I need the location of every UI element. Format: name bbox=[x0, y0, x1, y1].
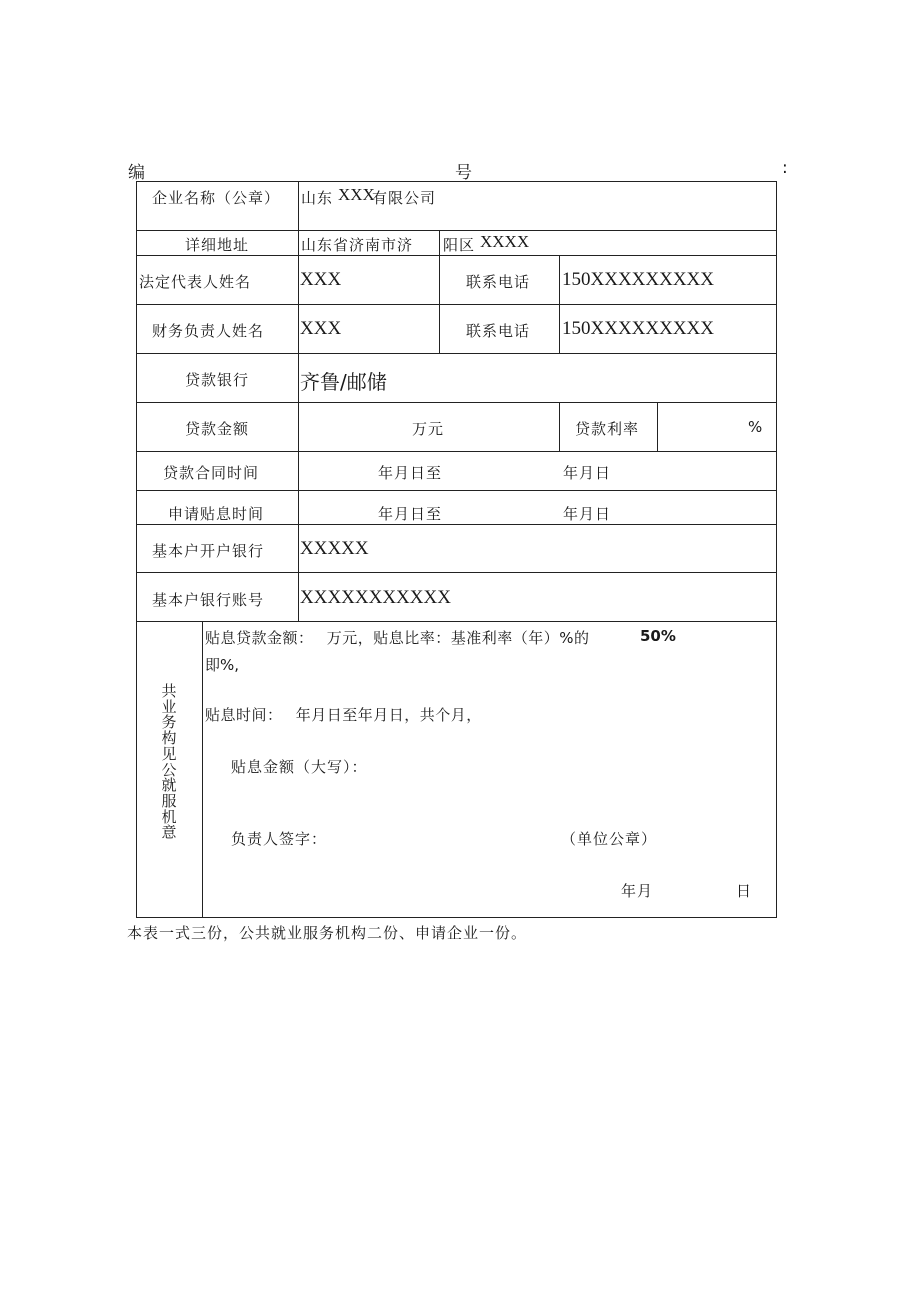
company-name-suffix: 有限公司 bbox=[372, 189, 437, 207]
loan-bank-label: 贷款银行 bbox=[185, 371, 250, 389]
row-divider bbox=[136, 402, 777, 403]
loan-rate-label: 贷款利率 bbox=[575, 420, 640, 438]
opinion-line-percent: 50% bbox=[640, 627, 676, 645]
address-part1: 山东省济南市济 bbox=[301, 236, 414, 254]
address-label: 详细地址 bbox=[185, 236, 250, 254]
col-divider bbox=[202, 621, 203, 918]
contract-time-label: 贷款合同时间 bbox=[163, 464, 260, 482]
opinion-date-ym: 年月 bbox=[621, 882, 654, 900]
row-divider bbox=[136, 490, 777, 491]
opinion-line-time: 贴息时间： 年月日至年月日，共个月， bbox=[205, 706, 482, 724]
row-divider bbox=[136, 304, 777, 305]
company-name-placeholder: XXX bbox=[338, 185, 375, 204]
row-divider bbox=[136, 524, 777, 525]
opinion-line-amount: 贴息贷款金额： 万元，贴息比率：基准利率（年）%的 bbox=[205, 629, 590, 647]
col-divider bbox=[657, 402, 658, 451]
contract-time-from: 年月日至 bbox=[378, 464, 443, 482]
opinion-signature-label: 负责人签字： bbox=[231, 830, 328, 848]
phone-value-2: 150XXXXXXXXX bbox=[562, 318, 714, 339]
phone-label-1: 联系电话 bbox=[466, 273, 531, 291]
subsidy-time-from: 年月日至 bbox=[378, 505, 443, 523]
phone-value-1: 150XXXXXXXXX bbox=[562, 269, 714, 290]
loan-rate-unit: % bbox=[748, 418, 764, 436]
contract-time-to: 年月日 bbox=[563, 464, 612, 482]
serial-label-bian: 编 bbox=[128, 163, 145, 183]
row-divider bbox=[136, 353, 777, 354]
legal-rep-label: 法定代表人姓名 bbox=[139, 273, 252, 291]
company-name-prefix: 山东 bbox=[301, 189, 334, 207]
basic-bank-value: XXXXX bbox=[300, 538, 369, 559]
basic-account-label: 基本户银行账号 bbox=[152, 591, 265, 609]
address-part2: 阳区 bbox=[443, 236, 476, 254]
row-divider bbox=[136, 255, 777, 256]
col-divider bbox=[559, 402, 560, 451]
col-divider bbox=[298, 181, 299, 621]
opinion-line-rate: 即%, bbox=[205, 656, 240, 674]
opinion-date-d: 日 bbox=[736, 882, 753, 900]
finance-head-label: 财务负责人姓名 bbox=[152, 322, 265, 340]
legal-rep-value: XXX bbox=[300, 269, 342, 290]
row-divider bbox=[136, 572, 777, 573]
col-divider bbox=[559, 255, 560, 353]
finance-head-value: XXX bbox=[300, 318, 342, 339]
address-placeholder: XXXX bbox=[480, 232, 530, 251]
subsidy-time-to: 年月日 bbox=[563, 505, 612, 523]
opinion-line-amount-words: 贴息金额（大写）： bbox=[231, 758, 368, 776]
basic-account-value: XXXXXXXXXXX bbox=[300, 587, 451, 608]
col-divider bbox=[439, 230, 440, 353]
loan-bank-value: 齐鲁/邮储 bbox=[300, 370, 387, 394]
row-divider bbox=[136, 230, 777, 231]
footer-note: 本表一式三份，公共就业服务机构二份、申请企业一份。 bbox=[127, 924, 528, 942]
loan-amount-unit: 万元 bbox=[412, 420, 445, 438]
opinion-seal-label: （单位公章） bbox=[561, 830, 658, 848]
opinion-side-label: 共业务构见公就服机意 bbox=[161, 682, 177, 842]
row-divider bbox=[136, 451, 777, 452]
loan-amount-label: 贷款金额 bbox=[185, 420, 250, 438]
basic-bank-label: 基本户开户银行 bbox=[152, 542, 265, 560]
row-divider bbox=[136, 621, 777, 622]
phone-label-2: 联系电话 bbox=[466, 322, 531, 340]
subsidy-time-label: 申请贴息时间 bbox=[168, 505, 265, 523]
company-name-label: 企业名称（公章） bbox=[152, 189, 281, 207]
serial-label-hao: 号 bbox=[455, 163, 472, 183]
serial-colon: : bbox=[782, 158, 788, 178]
